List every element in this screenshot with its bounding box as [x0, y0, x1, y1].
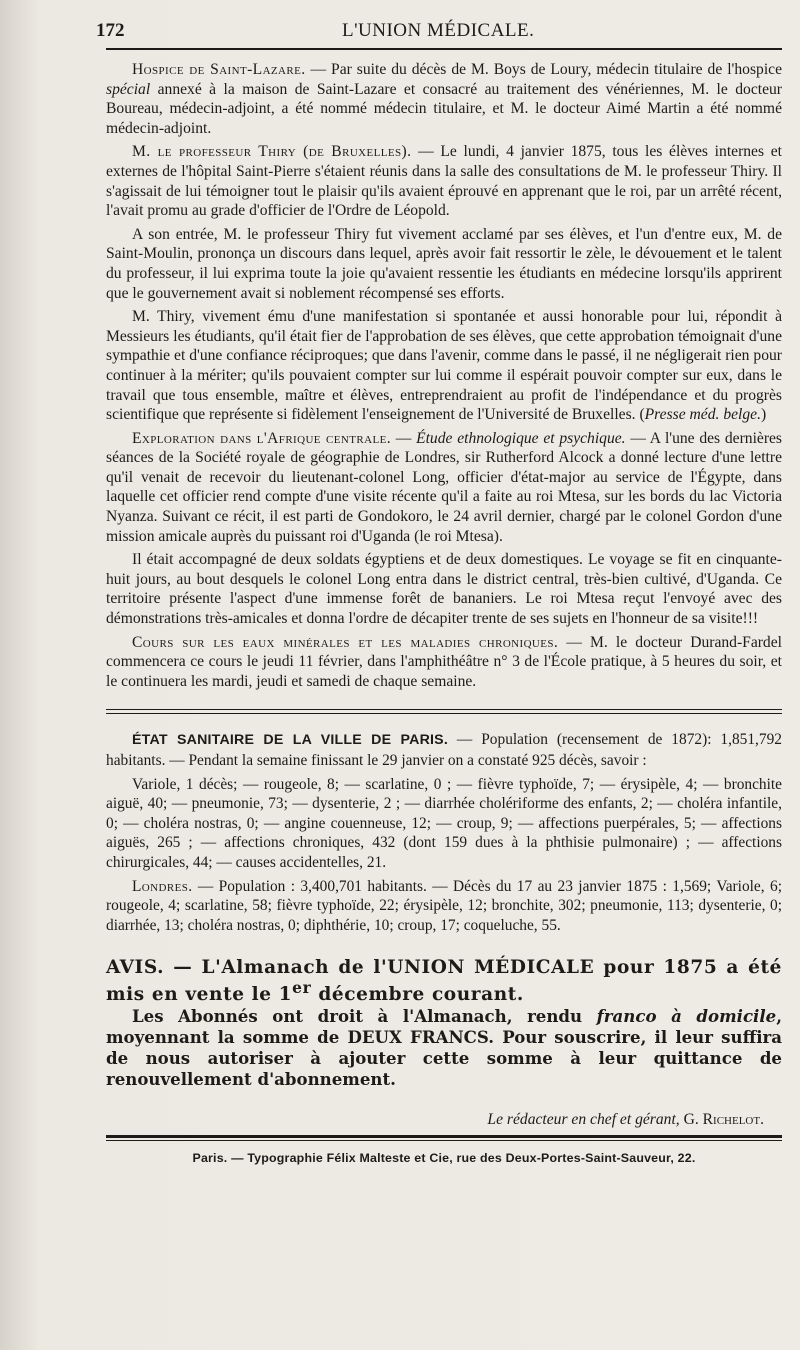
article-subtitle: Étude ethnologique et psychique.: [416, 429, 626, 447]
article-thiry-p3: [106, 307, 782, 425]
footer-divider: [106, 1140, 782, 1141]
emphasis-text: spécial: [106, 80, 151, 98]
avis-lead-end: décembre courant.: [311, 984, 524, 1006]
city-title: Londres.: [132, 877, 193, 895]
article-text: — Population : 3,400,701 habitants. — Décès du 17 au 23 janvier 1875 : 1,569; Variole, 6; rougeole, 4; scarlatine, 58; fièvre typhoïde, 22; érysipèle, 12; bronchite, 302; pneumonie, 113; dysenterie, 0; diarrhée, 13; choléra nostras, 0; diphthérie, 10; croup, 17; coqueluche, 55.: [106, 877, 782, 934]
avis-lead: [106, 957, 782, 1005]
avis-superscript: er: [292, 979, 312, 998]
article-text: — A l'une des dernières séances de la Société royale de géographie de Londres, sir Rutherford Alcock a donné lecture d'une lettre qu'il venait de recevoir du lieutenant-colonel Long, officier d'état-major au service de l'Égypte, dans laquelle cet officier rend compte d'une visite récente qu'il a faite au roi Mtesa, sur les bords du lac Victoria Nyanza. Suivant ce récit, il est parti de Gondokoro, le 24 avril dernier, chargé par le colonel Gordon d'une mission amicale auprès du puissant roi d'Uganda (le roi Mtesa).: [106, 429, 783, 545]
avis-body-text: Les Abonnés ont droit à l'Almanach, rendu: [132, 1005, 597, 1026]
section-divider: [106, 709, 782, 710]
signature-role: Le rédacteur en chef et gérant,: [487, 1110, 680, 1128]
page-header: [96, 14, 782, 50]
article-thiry-p2: A son entrée, M. le professeur Thiry fut vivement acclamé par ses élèves, et l'un d'entre eux, M. de Saint-Moulin, prononça un discours dans lequel, après avoir fait ressortir le zèle, le dévouement et le talent du professeur, il lui exprima toute la joie qu'avaient ressentie les étudiants en médecine lorsqu'ils apprirent que le gouvernement avait si noblement récompensé ses efforts.: [106, 225, 782, 302]
article-cours: [106, 633, 782, 692]
section-title: ÉTAT SANITAIRE DE LA VILLE DE PARIS.: [132, 732, 448, 749]
article-title: Exploration dans l'Afrique centrale.: [132, 429, 391, 447]
source-citation: Presse méd. belge.: [644, 406, 761, 424]
article-text: — Le lundi, 4 janvier 1875, tous les élèves internes et externes de l'hôpital Saint-Pierre s'étaient réunis dans la salle des consultations de M. le professeur Thiry. Il s'agissait de lui témoigner tout le plaisir qu'ils avaient éprouvé en apprenant que le roi, par un arrêté récent, l'avait promu au grade d'officier de l'Ordre de Léopold.: [106, 143, 782, 220]
article-text: ): [761, 406, 767, 424]
article-text: — Par suite du décès de M. Boys de Loury, médecin titulaire de l'hospice: [305, 61, 782, 78]
signature-name: G. Richelot.: [683, 1110, 764, 1128]
avis-body-text: , moyennant la somme de DEUX FRANCS. Pour souscrire, il leur suffira de nous autoriser à ajouter cette somme à leur quittance de renouvellement d'abonnement.: [106, 1005, 782, 1089]
article-text: annexé à la maison de Saint-Lazare et consacré au traitement des vénériennes, M. le docteur Boureau, médecin-adjoint, a été nommé médecin titulaire, et M. le docteur Aimé Martin a été nommé médecin-adjoint.: [106, 80, 782, 137]
article-title: Cours sur les eaux minérales et les maladies chroniques.: [132, 633, 559, 651]
article-afrique-p2: Il était accompagné de deux soldats égyptiens et de deux domestiques. Le voyage se fit en cinquante-huit jours, au bout desquels le colonel Long entra dans le district central, très-bien cultivé, d'Uganda. Ce territoire présente l'aspect d'une immense forêt de bananiers. Le roi Mtesa reçut l'envoyé avec des démonstrations très-amicales et donna l'ordre de décapiter trente de ses sujets en l'honneur de sa visite!!!: [106, 551, 782, 628]
avis-lead-text: AVIS. — L'Almanach de l'UNION MÉDICALE pour 1875 a été mis en vente le 1: [106, 957, 782, 1006]
avis-notice: [106, 957, 782, 1089]
paris-detail: Variole, 1 décès; — rougeole, 8; — scarlatine, 0 ; — fièvre typhoïde, 7; — érysipèle, 4; — bronchite aiguë, 40; — pneumonie, 73; — dysenterie, 2 ; — diarrhée cholériforme des enfants, 2; — choléra infantile, 0; — choléra nostras, 0; — angine couenneuse, 12; — croup, 9; — affections puerpérales, 5; — affections aiguës, 265 ; — affections chroniques, 432 (dont 159 dues à la phthisie pulmonaire) ; — affections chirurgicales, 44; — causes accidentelles, 21.: [106, 775, 782, 871]
footer-divider: [106, 1135, 782, 1138]
page-content: [106, 60, 782, 1169]
journal-title: L'UNION MÉDICALE.: [342, 20, 535, 41]
article-text: — Population (recensement de 1872): 1,851,792 habitants. — Pendant la semaine finissant le 29 janvier on a constaté 925 décès, savoir :: [106, 731, 782, 769]
printer-imprint: Paris. — Typographie Félix Malteste et Cie, rue des Deux-Portes-Saint-Sauveur, 22.: [192, 1151, 696, 1166]
article-title: M. le professeur Thiry (de Bruxelles).: [132, 143, 412, 161]
article-hospice: [106, 60, 782, 138]
avis-body: [106, 1006, 782, 1090]
etat-sanitaire-section: [106, 730, 782, 935]
article-afrique-p1: [106, 429, 782, 547]
article-text: M. Thiry, vivement ému d'une manifestation si spontanée et aussi honorable pour lui, répondit à Messieurs les étudiants, qu'il était fier de l'approbation de ses élèves, que cette approbation témoignait d'une sympathie et d'une confiance réciproques; que dans l'avenir, comme dans le passé, il ne négligerait rien pour continuer à la mériter; qu'ils pouvaient compter sur lui comme il espérait pouvoir compter sur eux, dans le travail que tous ensemble, maître et élèves, entreprendraient au profit de l'indépendance et du progrès scientifique que représente si fidèlement l'enseignement de l'Université de Bruxelles. (: [106, 308, 782, 424]
page-number: 172: [96, 20, 125, 41]
article-text: — M. le docteur Durand-Fardel commencera ce cours le jeudi 11 février, dans l'amphithéâtre n° 3 de l'École pratique, à 5 heures du soir, et le continuera les mardi, jeudi et samedi de chaque semaine.: [106, 633, 782, 690]
signature: [106, 1110, 782, 1130]
paris-intro: [106, 730, 782, 770]
article-title: Hospice de Saint-Lazare.: [132, 61, 306, 78]
londres-stats: [106, 877, 782, 936]
section-divider: [106, 713, 782, 714]
article-thiry-p1: [106, 142, 782, 220]
avis-emphasis: franco à domicile: [596, 1005, 777, 1026]
article-text: —: [391, 429, 417, 447]
